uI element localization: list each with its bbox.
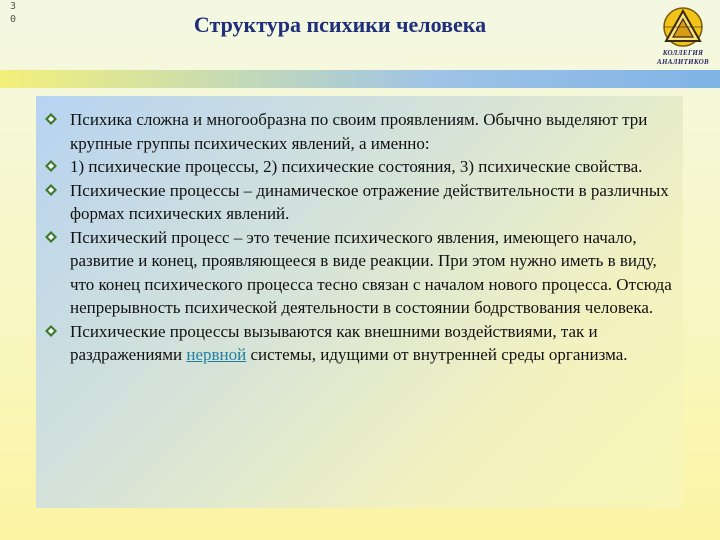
slide-title: Структура психики человека <box>193 12 487 37</box>
bullet-list <box>44 108 684 367</box>
diamond-bullet-icon <box>45 184 57 196</box>
logo-text <box>648 49 718 67</box>
bullet-text: 1) психические процессы, 2) психические состояния, 3) психические свойства. <box>70 157 643 176</box>
diamond-bullet-icon <box>45 113 57 125</box>
bullet-item <box>44 108 684 155</box>
logo <box>648 5 718 69</box>
diamond-bullet-icon <box>45 160 57 172</box>
diamond-bullet-icon <box>45 231 57 243</box>
bullet-text: Психические процессы – динамическое отражение действительности в различных формах психических явлений. <box>70 180 669 223</box>
bullet-item <box>44 179 684 226</box>
bullet-text-before-link: Психические процессы вызываются как внешними воздействиями, так и раздражениями <box>70 321 598 364</box>
bullet-item <box>44 155 684 179</box>
logo-line-1: КОЛЛЕГИЯ <box>662 49 704 57</box>
slide-number: 3 0 <box>10 1 17 25</box>
bullet-item <box>44 226 684 320</box>
bullet-item <box>44 320 684 367</box>
bullet-text: Психика сложна и многообразна по своим проявлениям. Обычно выделяют три крупные группы психических явлений, а именно: <box>70 110 648 153</box>
logo-emblem-icon <box>658 5 708 49</box>
logo-line-2: АНАЛИТИКОВ <box>657 58 709 66</box>
header-stripe <box>0 70 720 88</box>
diamond-bullet-icon <box>45 325 57 337</box>
bullet-text: Психический процесс – это течение психического явления, имеющего начало, развитие и конец, проявляющееся в виде реакции. При этом нужно иметь в виду, что конец психического процесса тесно связан с началом нового процесса. Отсюда непрерывность психической деятельности в состоянии бодрствования человека. <box>70 227 672 317</box>
bullet-text-after-link: системы, идущими от внутренней среды организма. <box>246 345 628 364</box>
nervous-link[interactable]: нервной <box>186 345 247 364</box>
